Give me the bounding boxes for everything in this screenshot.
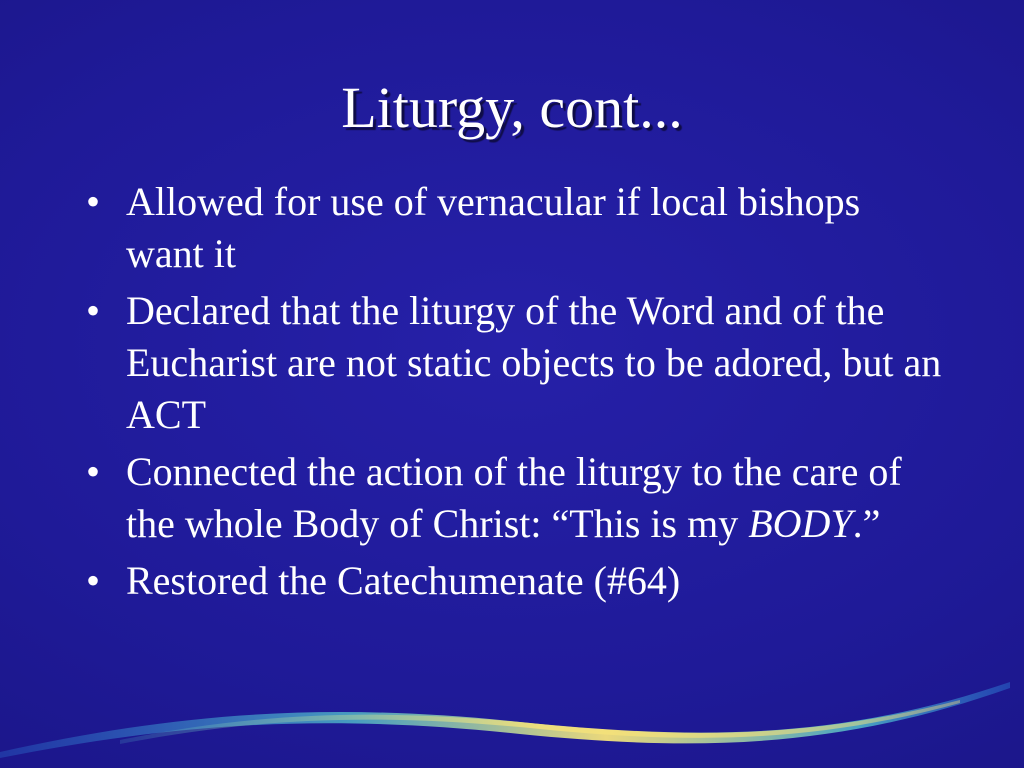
swoosh-highlight	[120, 700, 960, 744]
bullet-text: Allowed for use of vernacular if local bishops want it	[126, 179, 861, 276]
bullet-text-before: Connected the action of the liturgy to the care of the whole Body of Christ: “This is my	[126, 449, 902, 546]
swoosh-band	[0, 682, 1010, 758]
slide-title: Liturgy, cont...	[341, 75, 683, 140]
bullet-text: Restored the Catechumenate (#64)	[126, 558, 681, 603]
bullet-emphasis: BODY	[748, 501, 853, 546]
bullet-icon: •	[86, 558, 101, 603]
bullet-icon: •	[86, 179, 101, 224]
bullet-icon: •	[86, 288, 101, 333]
bullet-text-after: .”	[852, 501, 881, 546]
bullet-icon: •	[86, 449, 101, 494]
bullet-text: Declared that the liturgy of the Word and of the Eucharist are not static objects to be adored, but an ACT	[126, 288, 942, 437]
